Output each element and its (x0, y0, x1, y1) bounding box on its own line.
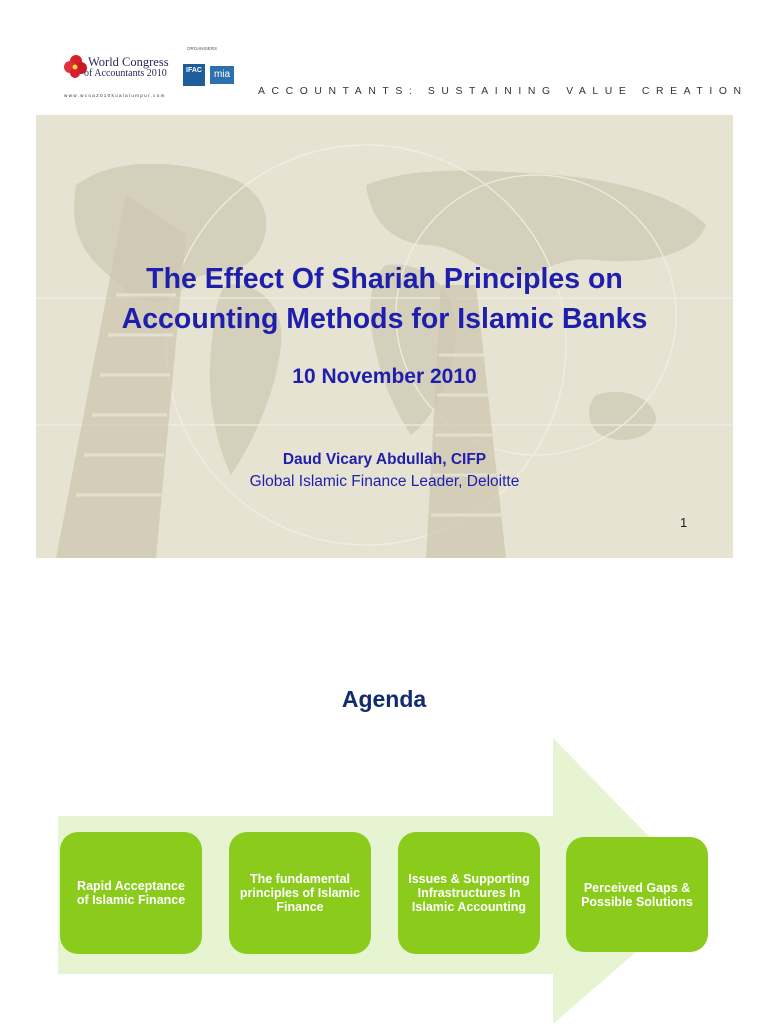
agenda-item-issues-infrastructures: Issues & Supporting Infrastructures In Islamic Accounting (398, 832, 540, 954)
ifac-logo: IFAC (183, 64, 205, 86)
mia-logo: mia (210, 66, 234, 84)
title-line-2: Accounting Methods for Islamic Banks (121, 303, 648, 335)
presentation-date: 10 November 2010 (292, 365, 477, 388)
congress-tagline: ACCOUNTANTS: SUSTAINING VALUE CREATION (258, 86, 748, 97)
presenter-role: Global Islamic Finance Leader, Deloitte (249, 473, 520, 490)
organisers-label: ORGANISERS (187, 46, 218, 51)
agenda-item-rapid-acceptance: Rapid Acceptance of Islamic Finance (60, 832, 202, 954)
logo-line2: of Accountants 2010 (84, 68, 167, 79)
presenter-name: Daud Vicary Abdullah, CIFP (282, 451, 487, 468)
title-line-1: The Effect Of Shariah Principles on (146, 263, 623, 295)
logo-url: www.wcoa2010kualalumpur.com (64, 93, 166, 98)
agenda-item-perceived-gaps: Perceived Gaps & Possible Solutions (566, 837, 708, 952)
agenda-item-fundamental-principles: The fundamental principles of Islamic Finance (229, 832, 371, 954)
page-number: 1 (680, 515, 688, 530)
logo-line1: World Congress (88, 55, 169, 69)
agenda-title: Agenda (341, 686, 427, 712)
